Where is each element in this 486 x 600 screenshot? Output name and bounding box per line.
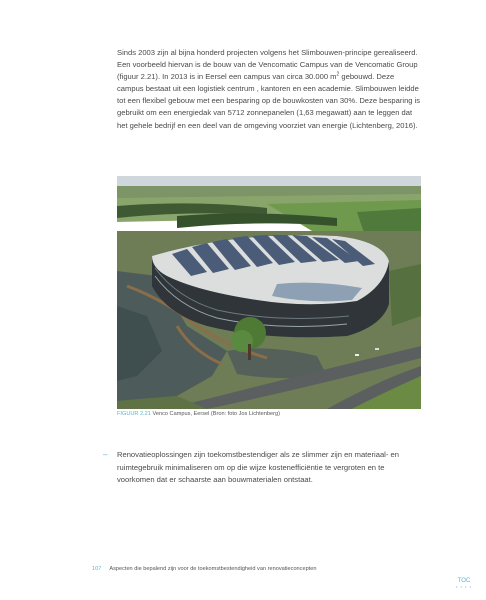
- figure-label: FIGUUR 2.21: [117, 411, 151, 417]
- superscript-2: 2: [336, 71, 340, 78]
- intro-text-part1: Sinds 2003 zijn al bijna honderd projecten volgens het Slimbouwen-principe gerealiseerd. Een voorbeeld hiervan is de bouw van de Vencomatic Campus van de Vencomatic Group (figuur 2.21). In 2013 is in Eersel een campus van circa 30.000 m: [117, 48, 418, 82]
- bullet-item: [103, 449, 423, 487]
- footer-text: Aspecten die bepalend zijn voor de toekomstbestendigheid van renovatieconcepten: [109, 566, 317, 572]
- page-footer: [92, 566, 316, 572]
- page-number: 107: [92, 566, 102, 572]
- figure-caption: [117, 411, 280, 417]
- bullet-text: Renovatieoplossingen zijn toekomstbestendiger als ze slimmer zijn en materiaal- en ruimtegebruik minimaliseren om op die wijze kostenefficiëntie te vergroten en te voorkomen dat er schaarste aan bouwmaterialen ontstaat.: [117, 450, 399, 484]
- bullet-dash: –: [103, 450, 108, 459]
- figure-caption-text: Venco Campus, Eersel (Bron: foto Jos Lichtenberg): [152, 411, 280, 417]
- intro-text-part2: gebouwd. Deze campus bestaat uit een logistiek centrum , kantoren en een academie. Slimbouwen leidde tot een flexibel gebouw met een besparing op de bouwkosten van 30%. Deze besparing is gebruikt om een energiedak van 5712 zonnepanelen (1,63 megawatt) aan te leggen dat het gehele bedrijf en een deel van de omgeving voorziet van energie (Lichtenberg, 2016).: [117, 72, 421, 130]
- toc-dots-icon: • • • •: [456, 584, 472, 589]
- intro-paragraph: [117, 47, 422, 132]
- toc-label: TOC: [457, 578, 471, 584]
- toc-link[interactable]: [454, 578, 474, 589]
- venco-campus-aerial-photo: [117, 176, 421, 409]
